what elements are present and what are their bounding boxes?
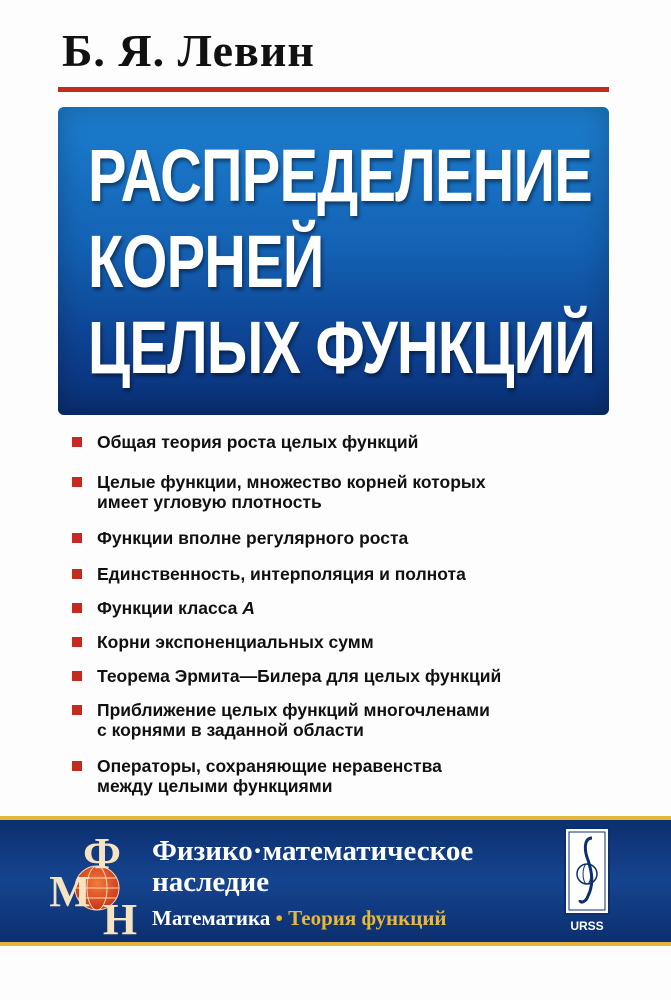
- topic-text: Общая теория роста целых функций: [97, 432, 419, 452]
- bullet-square-icon: [72, 437, 82, 447]
- topic-text-continued: между целыми функциями: [97, 776, 333, 796]
- title-line-3: ЦЕЛЫХ ФУНКЦИЙ: [88, 306, 596, 389]
- topic-item: [72, 632, 617, 652]
- logo-letter-n: Н: [102, 895, 138, 938]
- topic-item: [72, 564, 617, 584]
- urss-logo-icon: [564, 826, 610, 938]
- bullet-square-icon: [72, 569, 82, 579]
- topic-item: [72, 666, 617, 686]
- topic-text-continued: имеет угловую плотность: [97, 492, 322, 512]
- series-logo-icon: [40, 826, 150, 938]
- series-title-line-2: наследие: [152, 866, 270, 898]
- bullet-square-icon: [72, 761, 82, 771]
- topic-text-continued: с корнями в заданной области: [97, 720, 364, 740]
- bullet-square-icon: [72, 671, 82, 681]
- series-section: Математика: [152, 906, 271, 930]
- topic-text: Корни экспоненциальных сумм: [97, 632, 374, 652]
- topic-text-italic: A: [242, 598, 255, 618]
- bullet-square-icon: [72, 603, 82, 613]
- topic-text: Теорема Эрмита—Билера для целых функций: [97, 666, 502, 686]
- bullet-square-icon: [72, 477, 82, 487]
- series-title: [152, 836, 552, 898]
- topic-item: [72, 472, 617, 512]
- topic-text: Единственность, интерполяция и полнота: [97, 564, 466, 584]
- bullet-square-icon: [72, 637, 82, 647]
- title-line-2: КОРНЕЙ: [88, 220, 324, 303]
- topic-text: Операторы, сохраняющие неравенства: [97, 756, 442, 776]
- topic-text: Функции вполне регулярного роста: [97, 528, 409, 548]
- topic-text: Приближение целых функций многочленами: [97, 700, 490, 720]
- topic-item: [72, 700, 617, 740]
- topic-text: Функции класса: [97, 598, 243, 618]
- title-panel: [58, 107, 609, 415]
- author-underline: [58, 87, 609, 92]
- bullet-square-icon: [72, 705, 82, 715]
- series-title-line-1: Физико·математическое: [152, 835, 474, 867]
- logo-letter-m: М: [49, 867, 91, 916]
- author-name: Б. Я. Левин: [62, 25, 315, 76]
- series-subsection: Теория функций: [288, 906, 447, 930]
- logo-letter-f: Ф: [83, 829, 121, 878]
- series-separator: •: [275, 906, 283, 930]
- title-line-1: РАСПРЕДЕЛЕНИЕ: [88, 134, 592, 217]
- topic-item: [72, 598, 617, 618]
- urss-label: URSS: [570, 919, 604, 933]
- topic-item: [72, 432, 617, 452]
- topic-item: [72, 528, 617, 548]
- topic-text: Целые функции, множество корней которых: [97, 472, 486, 492]
- bullet-square-icon: [72, 533, 82, 543]
- topic-item: [72, 756, 617, 796]
- series-subtitle: [152, 906, 447, 931]
